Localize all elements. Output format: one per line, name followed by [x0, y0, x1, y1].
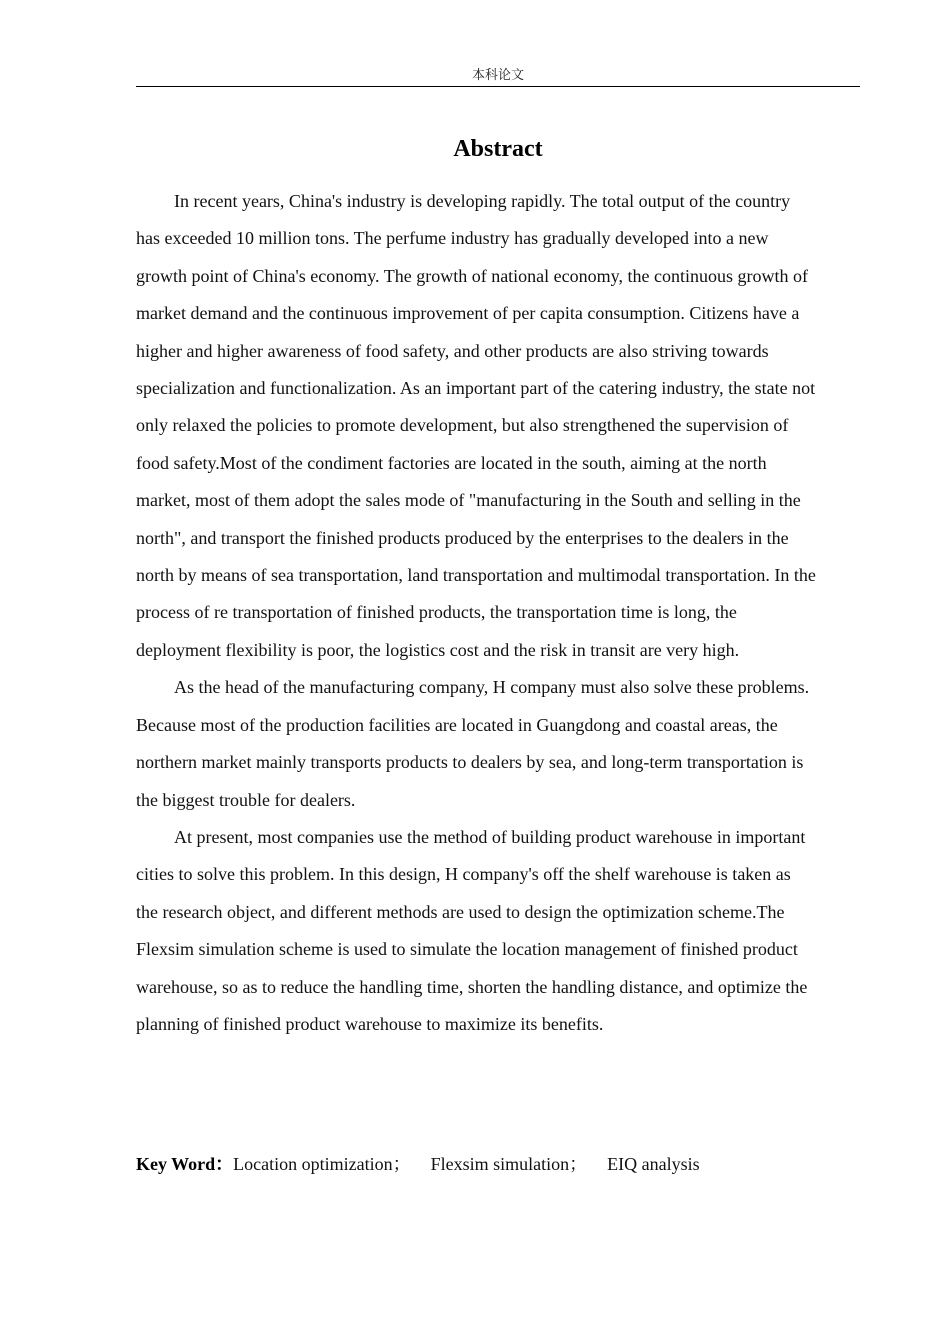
keyword-item: Location optimization； — [233, 1154, 411, 1174]
keywords-line — [136, 1148, 860, 1180]
abstract-body — [136, 183, 860, 1043]
abstract-paragraph-2: As the head of the manufacturing company, H company must also solve these problems. Because most of the production facilities are located in Guangdong and coastal areas, the northern market mainly transports products to dealers by sea, and long-term transportation is the biggest trouble for dealers. — [136, 677, 810, 810]
abstract-paragraph-1: In recent years, China's industry is developing rapidly. The total output of the country has exceeded 10 million tons. The perfume industry has gradually developed into a new growth point of China's economy. The growth of national economy, the continuous growth of market demand and the continuous improvement of per capita consumption. Citizens have a higher and higher awareness of food safety, and other products are also striving towards specialization and functionalization. As an important part of the catering industry, the state not only relaxed the policies to promote development, but also strengthened the supervision of food safety.Most of the condiment factories are located in the south, aiming at the north market, most of them adopt the sales mode of "manufacturing in the South and selling in the north", and transport the finished products produced by the enterprises to the dealers in the north by means of sea transportation, land transportation and multimodal transportation. In the process of re transportation of finished products, the transportation time is long, the deployment flexibility is poor, the logistics cost and the risk in transit are very high. — [136, 191, 816, 660]
keyword-item: Flexsim simulation； — [430, 1154, 588, 1174]
page-title: Abstract — [453, 136, 543, 162]
keyword-item: EIQ analysis — [607, 1154, 700, 1174]
keywords-label: Key Word： — [136, 1154, 234, 1174]
page-header — [136, 66, 860, 87]
header-text: 本科论文 — [471, 68, 524, 83]
abstract-paragraph-3: At present, most companies use the method of building product warehouse in important cities to solve this problem. In this design, H company's off the shelf warehouse is taken as the research object, and different methods are used to design the optimization scheme.The Flexsim simulation scheme is used to simulate the location management of finished product warehouse, so as to reduce the handling time, shorten the handling distance, and optimize the planning of finished product warehouse to maximize its benefits. — [136, 826, 808, 1034]
